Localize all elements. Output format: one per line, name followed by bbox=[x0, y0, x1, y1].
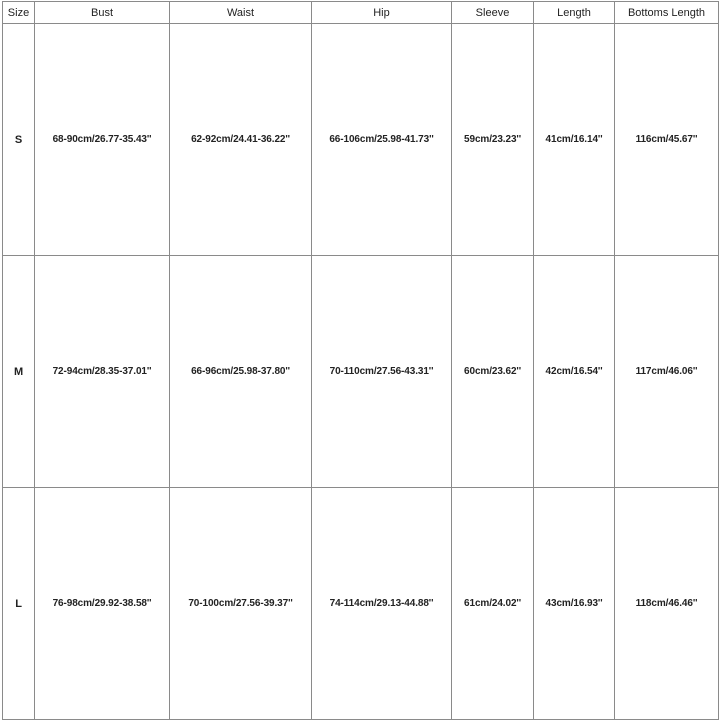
header-size: Size bbox=[3, 2, 35, 24]
length-cell: 43cm/16.93'' bbox=[534, 488, 615, 720]
header-length: Length bbox=[534, 2, 615, 24]
table-header bbox=[3, 2, 719, 24]
table-row bbox=[3, 488, 719, 720]
bust-cell: 72-94cm/28.35-37.01'' bbox=[35, 256, 170, 488]
table-row bbox=[3, 256, 719, 488]
bust-cell: 68-90cm/26.77-35.43'' bbox=[35, 24, 170, 256]
table-row bbox=[3, 24, 719, 256]
bottoms-length-cell: 118cm/46.46'' bbox=[615, 488, 719, 720]
waist-cell: 70-100cm/27.56-39.37'' bbox=[170, 488, 312, 720]
header-sleeve: Sleeve bbox=[452, 2, 534, 24]
waist-cell: 62-92cm/24.41-36.22'' bbox=[170, 24, 312, 256]
header-bust: Bust bbox=[35, 2, 170, 24]
bottoms-length-cell: 116cm/45.67'' bbox=[615, 24, 719, 256]
waist-cell: 66-96cm/25.98-37.80'' bbox=[170, 256, 312, 488]
size-cell: M bbox=[3, 256, 35, 488]
sleeve-cell: 60cm/23.62'' bbox=[452, 256, 534, 488]
size-cell: S bbox=[3, 24, 35, 256]
bottoms-length-cell: 117cm/46.06'' bbox=[615, 256, 719, 488]
header-row bbox=[3, 2, 719, 24]
hip-cell: 74-114cm/29.13-44.88'' bbox=[312, 488, 452, 720]
bust-cell: 76-98cm/29.92-38.58'' bbox=[35, 488, 170, 720]
header-bottoms-length: Bottoms Length bbox=[615, 2, 719, 24]
sleeve-cell: 59cm/23.23'' bbox=[452, 24, 534, 256]
size-cell: L bbox=[3, 488, 35, 720]
header-hip: Hip bbox=[312, 2, 452, 24]
size-chart-table bbox=[2, 1, 719, 720]
table-body bbox=[3, 24, 719, 720]
header-waist: Waist bbox=[170, 2, 312, 24]
hip-cell: 70-110cm/27.56-43.31'' bbox=[312, 256, 452, 488]
length-cell: 42cm/16.54'' bbox=[534, 256, 615, 488]
length-cell: 41cm/16.14'' bbox=[534, 24, 615, 256]
hip-cell: 66-106cm/25.98-41.73'' bbox=[312, 24, 452, 256]
sleeve-cell: 61cm/24.02'' bbox=[452, 488, 534, 720]
